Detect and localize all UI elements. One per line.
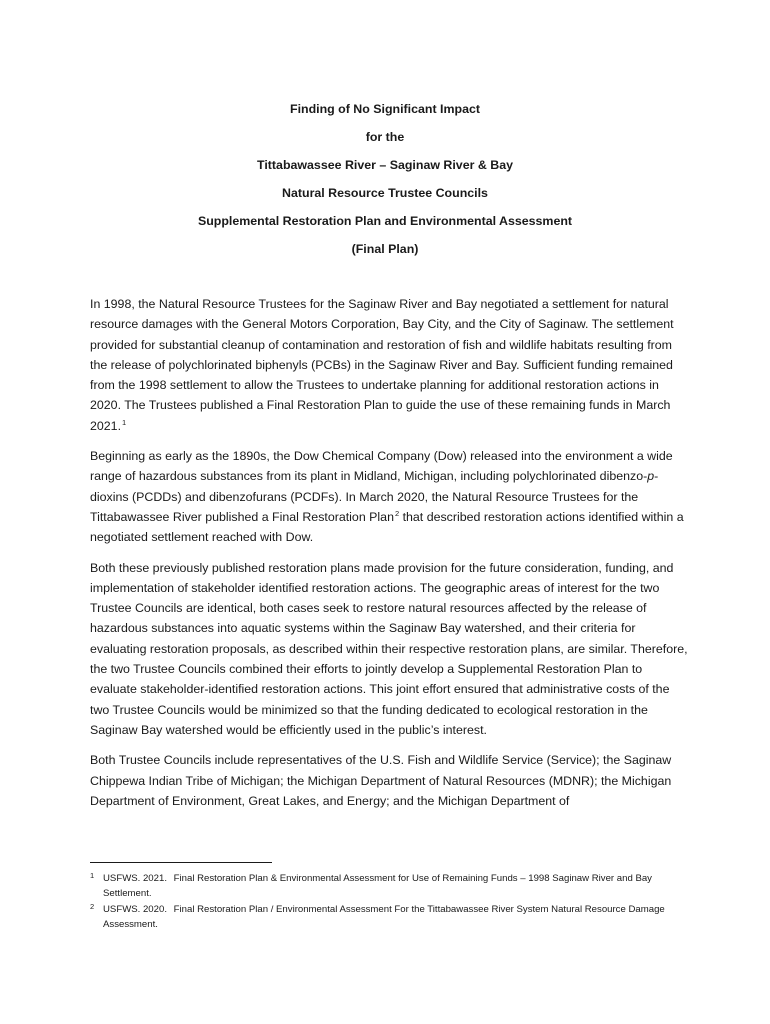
paragraph-joint-effort xyxy=(90,558,690,741)
footnote-number: 1 xyxy=(90,871,95,880)
paragraph-text: In 1998, the Natural Resource Trustees for the Saginaw River and Bay negotiated a settlement for natural resource damages with the General Motors Corporation, Bay City, and the City of Saginaw. The settlement provided for substantial cleanup of contamination and restoration of fish and wildlife habitats resulting from the release of polychlorinated biphenyls (PCBs) in the Saginaw River and Bay. Sufficient funding remained from the 1998 settlement to allow the Trustees to undertake planning for additional restoration actions in 2020. The Trustees published a Final Restoration Plan to guide the use of these remaining funds in March 2021. xyxy=(90,297,674,433)
footnote-text: Final Restoration Plan & Environmental Assessment for Use of Remaining Funds – 1998 Saginaw River and Bay Settlement. xyxy=(103,873,652,899)
title-line: for the xyxy=(365,130,405,144)
paragraph-dow-release xyxy=(90,446,690,547)
paragraph-text: Both Trustee Councils include representatives of the U.S. Fish and Wildlife Service (Service); the Saginaw Chippewa Indian Tribe of Michigan; the Michigan Department of Natural Resources (MDNR); the Michigan Department of Environment, Great Lakes, and Energy; and the Michigan Department of xyxy=(90,753,672,808)
title-line: Finding of No Significant Impact xyxy=(290,102,480,116)
title-line: Natural Resource Trustee Councils xyxy=(282,186,488,200)
paragraph-1998-settlement xyxy=(90,294,690,436)
paragraph-text: Both these previously published restoration plans made provision for the future consideration, funding, and implementation of stakeholder identified restoration actions. The geographic areas of interest for the two Trustee Councils are identical, both cases seek to restore natural resources affected by the release of hazardous substances into aquatic systems within the Saginaw Bay watershed, and their criteria for evaluating restoration proposals, as described within their respective restoration plans, are similar. Therefore, the two Trustee Councils combined their efforts to jointly develop a Supplemental Restoration Plan to evaluate stakeholder-identified restoration actions. This joint effort ensured that administrative costs of the two Trustee Councils would be minimized so that the funding dedicated to ecological restoration in the Saginaw Bay watershed would be efficiently used in the public’s interest. xyxy=(90,560,688,737)
footnote-1 xyxy=(90,872,680,901)
paragraph-trustee-councils xyxy=(90,750,690,811)
footnote-text: Final Restoration Plan / Environmental Assessment For the Tittabawassee River System Natural Resource Damage Assessment. xyxy=(103,904,665,930)
title-line: (Final Plan) xyxy=(351,242,419,256)
title-line: Supplemental Restoration Plan and Environmental Assessment xyxy=(197,214,573,228)
footnote-number: 2 xyxy=(90,902,95,911)
footnote-source: USFWS. 2020. xyxy=(103,904,167,915)
paragraph-italic-text: p xyxy=(647,469,655,484)
footnote-separator xyxy=(90,862,272,863)
paragraph-text: that described restoration actions identified within a negotiated settlement reached with Dow. xyxy=(90,509,684,545)
footnotes xyxy=(90,872,680,934)
footnote-reference[interactable]: 2 xyxy=(394,508,400,518)
title-line: Tittabawassee River – Saginaw River & Bay xyxy=(257,158,513,172)
footnote-reference[interactable]: 1 xyxy=(122,417,127,427)
footnote-2 xyxy=(90,903,680,932)
paragraph-text: -dioxins (PCDDs) and dibenzofurans (PCDFs). In March 2020, the Natural Resource Trustees for the Tittabawassee River published a Final Restoration Plan xyxy=(90,469,659,524)
document-title-block xyxy=(0,95,770,263)
footnote-source: USFWS. 2021. xyxy=(103,873,167,884)
document-body xyxy=(90,294,690,821)
paragraph-text: Beginning as early as the 1890s, the Dow Chemical Company (Dow) released into the environment a wide range of hazardous substances from its plant in Midland, Michigan, including polychlorinated dibenzo- xyxy=(90,449,673,484)
